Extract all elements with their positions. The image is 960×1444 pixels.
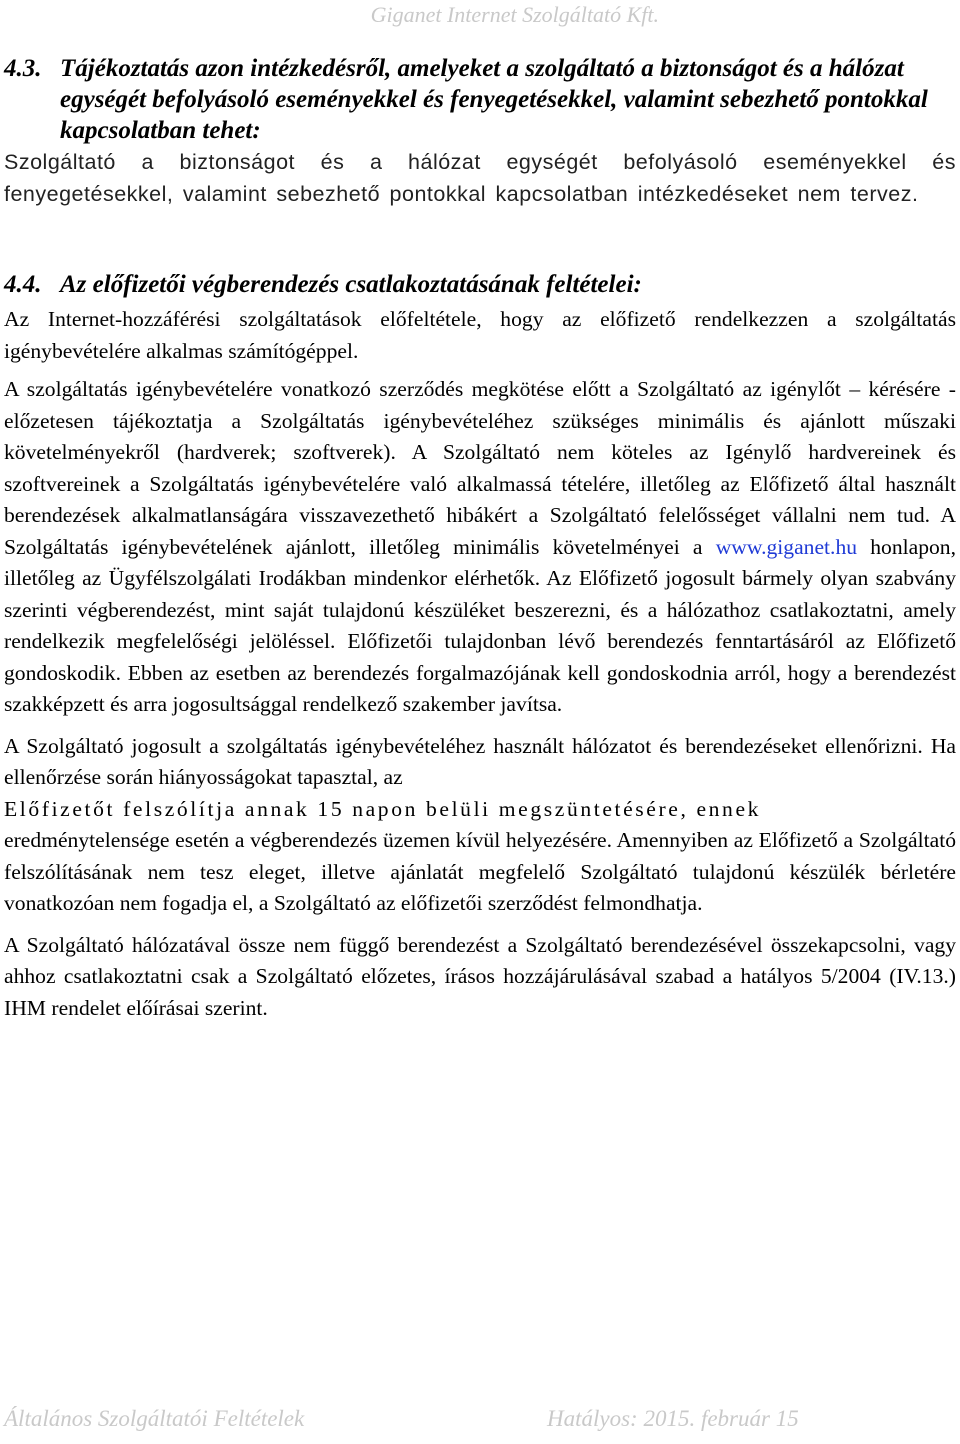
section-4-4-number: 4.4. [4,271,42,298]
page-header-company: Giganet Internet Szolgáltató Kft. [370,2,659,27]
footer-document-title: Általános Szolgáltatói Feltételek [4,1406,305,1431]
footer-effective-date: Hatályos: 2015. február 15 [547,1406,799,1431]
section-4-4-title: Az előfizetői végberendezés csatlakoztatásának feltételei: [60,271,642,298]
giganet-website-link[interactable]: www.giganet.hu [715,534,858,559]
paragraph-3-spaced-line: Előfizetőt felszólítja annak 15 napon belüli megszüntetésére, ennek [4,796,762,821]
section-4-4-heading [4,269,956,300]
paragraph-3-text-a: A Szolgáltató jogosult a szolgáltatás igénybevételéhez használt hálózatot és berendezéseket ellenőrizni. Ha ellenőrzése során hiányosságokat tapasztal, az [4,733,956,789]
section-4-3-number: 4.3. [4,55,42,82]
section-4-4-paragraph-3 [4,731,956,920]
section-4-3-heading [4,53,956,146]
section-4-4-paragraph-2 [4,374,956,721]
paragraph-2-text-b: honlapon, illetőleg az Ügyfélszolgálati Irodákban mindenkor elérhetők. Az Előfizető jogosult bármely olyan szabvány szerinti végberendezést, mint saját tulajdonú készüléket beszerezni, és a hálózathoz csatlakoztatni, amely rendelkezik megfelelőségi jelöléssel. Előfizetői tulajdonban lévő berendezés fenntartásáról az Előfizető gondoskodik. Ebben az esetben az berendezés forgalmazójának kell gondoskodnia arról, hogy a berendezést szakképzett és arra jogosultsággal rendelkező szakember javítsa. [4,534,956,716]
paragraph-3-text-b: eredménytelensége esetén a végberendezés üzemen kívül helyezésére. Amennyiben az Előfizető a Szolgáltató felszólításának nem tesz eleget, illetve ajánlatát megfelelő Szolgáltató tulajdonú készülék bérletére vonatkozóan nem fogadja el, a Szolgáltató az előfizetői szerződést felmondhatja. [4,828,956,915]
section-4-4-paragraph-4: A Szolgáltató hálózatával össze nem függő berendezést a Szolgáltató berendezésével összekapcsolni, vagy ahhoz csatlakoztatni csak a Szolgáltató előzetes, írásos hozzájárulásával szabad a hatályos 5/2004 (IV.13.) IHM rendelet előírásai szerint. [4,932,956,1020]
document-content [4,53,956,1024]
section-4-3-title: Tájékoztatás azon intézkedésről, amelyeket a szolgáltató a biztonságot és a hálózat egységét befolyásoló eseményekkel és fenyegetésekkel, valamint sebezhető pontokkal kapcsolatban tehet: [60,55,928,144]
section-4-3-body: Szolgáltató a biztonságot és a hálózat egységét befolyásoló eseményekkel és fenyegetésekkel, valamint sebezhető pontokkal kapcsolatban intézkedéseket nem tervez. [4,150,956,206]
section-4-4-paragraph-1: Az Internet-hozzáférési szolgáltatások előfeltétele, hogy az előfizető rendelkezzen a szolgáltatás igénybevételére alkalmas számítógéppel. [4,307,956,363]
paragraph-2-text-a: A szolgáltatás igénybevételére vonatkozó szerződés megkötése előtt a Szolgáltató az igénylőt – kérésére - előzetesen tájékoztatja a Szolgáltatás igénybevételéhez szükséges minimális és ajánlott műszaki követelményekről (hardverek; szoftverek). A Szolgáltató nem köteles az Igénylő hardvereinek és szoftvereinek a Szolgáltatás igénybevételére való alkalmassá tételére, illetőleg az Előfizető által használt berendezések alkalmatlanságára visszavezethető hibákért a Szolgáltató felelősséget vállalni nem tud. A Szolgáltatás igénybevételének ajánlott, illetőleg minimális követelményei a [4,377,956,559]
